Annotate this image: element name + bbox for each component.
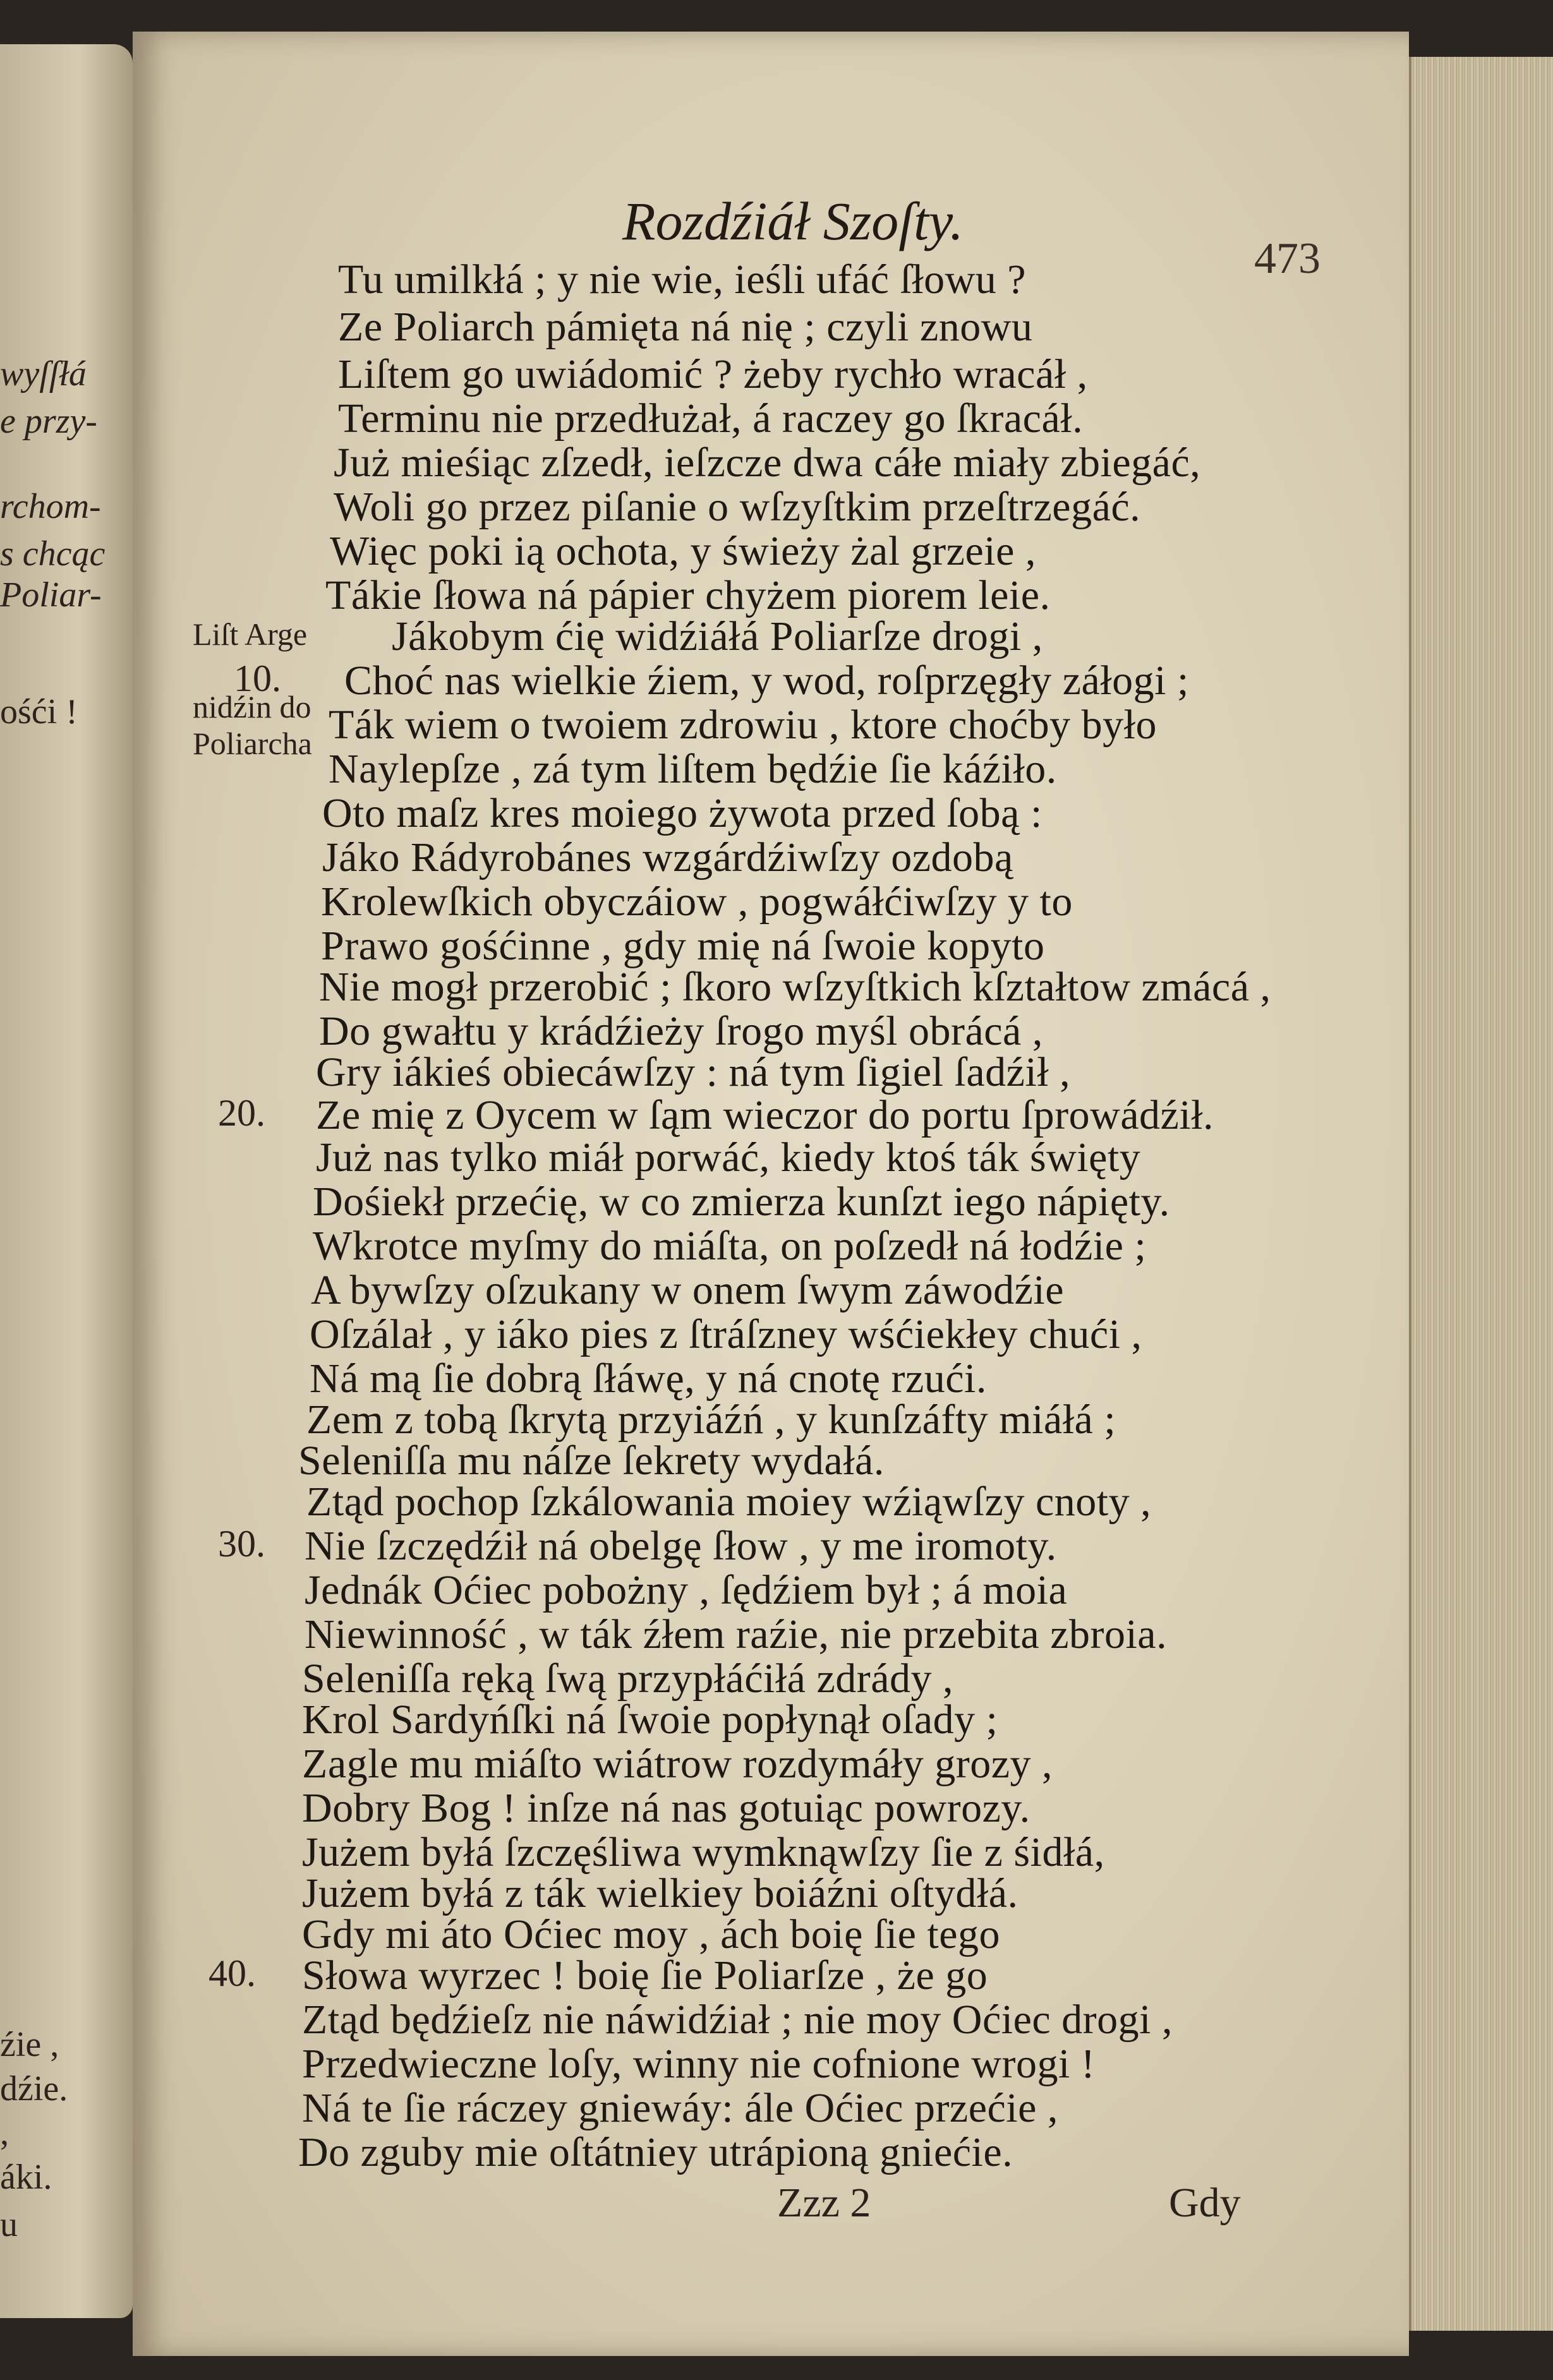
page-header-title: Rozdźiáł Szoſty. — [622, 191, 964, 251]
verse-line: Niewinność , w ták źłem raźie, nie przebita zbroia. — [305, 1611, 1168, 1657]
verse-line: Nie mogł przerobić ; ſkoro wſzyſtkich kſztałtow zmácá , — [319, 964, 1271, 1010]
verse-line: Przedwieczne loſy, winny nie cofnione wrogi ! — [302, 2041, 1096, 2087]
verse-line: Jużem byłá ſzczęśliwa wymknąwſzy ſie z śidłá, — [302, 1829, 1105, 1875]
left-page-fragment: dźie. — [0, 2069, 68, 2108]
verse-line: Zagle mu miáſto wiátrow rozdymáły grozy , — [302, 1741, 1053, 1787]
verse-line: Tu umilkłá ; y nie wie, ieśli ufáć ſłowu ? — [338, 256, 1027, 303]
left-page-fragment: áki. — [0, 2158, 52, 2197]
verse-line: Gry iákieś obiecáwſzy : ná tym ſigiel ſadźił , — [316, 1049, 1071, 1095]
verse-line: Seleniſſa mu náſze ſekrety wydałá. — [298, 1438, 885, 1484]
verse-line: Już mieśiąc zſzedł, ieſzcze dwa cáłe miały zbiegáć, — [334, 440, 1201, 486]
verse-line: Tákie ſłowa ná pápier chyżem piorem leie. — [325, 572, 1051, 618]
verse-line: Ze mię z Oycem w ſąm wieczor do portu ſprowádźił. — [316, 1092, 1214, 1138]
verse-line: Dośiekł przećię, w co zmierza kunſzt iego nápięty. — [313, 1179, 1170, 1225]
verse-line: Jákobym ćię widźiáłá Poliarſze drogi , — [392, 613, 1043, 659]
verse-line: Seleniſſa ręką ſwą przypłáćiłá zdrády , — [302, 1656, 954, 1702]
left-page-fragment: u — [0, 2205, 18, 2244]
verse-line: Oſzálał , y iáko pies z ſtráſzney wśćiekłey chući , — [310, 1311, 1142, 1357]
verse-line: Oto maſz kres moiego żywota przed ſobą : — [322, 790, 1042, 836]
page-number: 473 — [1254, 234, 1320, 283]
verse-line: Ná te ſie ráczey gniewáy: ále Oćiec przećie , — [302, 2085, 1058, 2131]
margin-note-line: Poliarcha — [193, 726, 312, 761]
verse-line: Już nas tylko miáł porwáć, kiedy ktoś ták święty — [316, 1134, 1141, 1181]
line-number: 40. — [208, 1952, 256, 1994]
left-page-fragment: s chcąc — [0, 534, 106, 574]
page-edges — [1409, 57, 1553, 2331]
catchword: Gdy — [1169, 2180, 1241, 2226]
verse-line: Do zguby mie oſtátniey utrápioną gniećie. — [298, 2129, 1013, 2175]
left-page-fragment: ośći ! — [0, 692, 78, 731]
left-page-fragment: rchom- — [0, 487, 101, 526]
verse-line: Ztąd będźieſz nie náwidźiał ; nie moy Oćiec drogi , — [302, 1997, 1173, 2043]
line-number: 30. — [218, 1523, 265, 1565]
line-number: 10. — [234, 658, 281, 699]
facing-left-page — [0, 44, 133, 2318]
verse-line: Ze Poliarch pámięta ná nię ; czyli znowu — [338, 304, 1033, 350]
verse-line: Jáko Rádyrobánes wzgárdźiwſzy ozdobą — [322, 834, 1013, 880]
left-page-fragment: wyſſłá — [0, 354, 87, 394]
verse-line: Woli go przez piſanie o wſzyſtkim przeſtrzegáć. — [334, 484, 1141, 530]
verse-line: Krol Sardyńſki ná ſwoie popłynął oſady ; — [302, 1697, 998, 1743]
verse-line: Liſtem go uwiádomić ? żeby rychło wracáł , — [338, 351, 1088, 397]
verse-line: Ztąd pochop ſzkálowania moiey wźiąwſzy cnoty , — [306, 1479, 1152, 1525]
left-page-fragment: e przy- — [0, 402, 97, 441]
verse-line: Dobry Bog ! inſze ná nas gotuiąc powrozy. — [302, 1785, 1030, 1831]
verse-line: Krolewſkich obyczáiow , pogwáłćiwſzy y to — [321, 879, 1073, 925]
verse-line: Jednák Oćiec pobożny , ſędźiem był ; á moia — [305, 1567, 1068, 1613]
verse-line: Jużem byłá z ták wielkiey boiáźni oſtydłá. — [302, 1870, 1018, 1916]
verse-line: Nie ſzczędźił ná obelgę ſłow , y me iromoty. — [305, 1523, 1057, 1569]
verse-line: Wkrotce myſmy do miáſta, on poſzedł ná łodźie ; — [313, 1223, 1147, 1269]
line-number: 20. — [218, 1092, 265, 1134]
margin-note-line: nidźin do — [193, 689, 311, 724]
verse-line: Ná mą ſie dobrą ſłáwę, y ná cnotę rzući. — [310, 1355, 987, 1402]
verse-line: Terminu nie przedłużał, á raczey go ſkracáł. — [338, 395, 1084, 442]
verse-line: Gdy mi áto Oćiec moy , ách boię ſie tego — [302, 1911, 1001, 1957]
verse-line: Prawo gośćinne , gdy mię ná ſwoie kopyto — [321, 923, 1045, 969]
verse-line: Choć nas wielkie źiem, y wod, roſprzęgły záłogi ; — [344, 658, 1189, 704]
verse-line: A bywſzy oſzukany w onem ſwym záwodźie — [311, 1267, 1065, 1313]
left-page-fragment: Poliar- — [0, 575, 102, 615]
verse-line: Do gwałtu y krádźieży ſrogo myśl obrácá , — [319, 1008, 1043, 1054]
margin-note-line: Liſt Arge — [193, 616, 308, 652]
verse-line: Naylepſze , zá tym liſtem będźie ſie káźiło. — [329, 746, 1057, 792]
verse-line: Słowa wyrzec ! boię ſie Poliarſze , że go — [302, 1952, 988, 1998]
signature-mark: Zzz 2 — [777, 2180, 871, 2226]
verse-line: Ták wiem o twoiem zdrowiu , ktore choćby było — [329, 702, 1157, 748]
left-page-fragment: , — [0, 2113, 9, 2153]
verse-line: Zem z tobą ſkrytą przyiáźń , y kunſzáfty miáłá ; — [306, 1397, 1116, 1443]
verse-line: Więc poki ią ochota, y świeży żal grzeie , — [330, 528, 1036, 574]
left-page-fragment: źie , — [0, 2025, 59, 2064]
